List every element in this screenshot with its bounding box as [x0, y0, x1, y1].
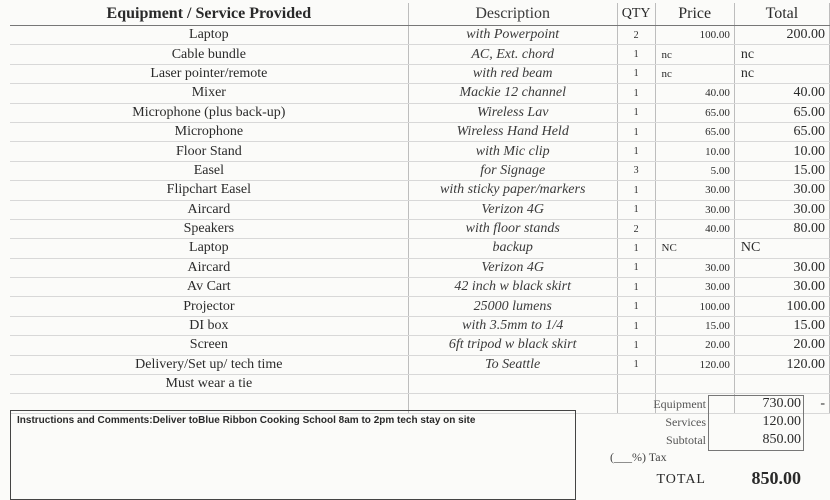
cell-qty: 1	[617, 64, 655, 83]
equipment-table	[10, 3, 830, 414]
cell-total: 40.00	[734, 84, 829, 103]
table-row	[10, 64, 830, 83]
table-row	[10, 26, 830, 45]
cell-qty: 3	[617, 161, 655, 180]
header-equipment: Equipment / Service Provided	[10, 3, 408, 26]
cell-total: 15.00	[734, 161, 829, 180]
cell-qty: 2	[617, 26, 655, 45]
cell-item: Cable bundle	[10, 45, 408, 64]
cell-item: Speakers	[10, 219, 408, 238]
cell-price: 5.00	[655, 161, 734, 180]
cell-price: 40.00	[655, 84, 734, 103]
cell-price: nc	[655, 64, 734, 83]
cell-total: 200.00	[734, 26, 829, 45]
cell-qty: 1	[617, 122, 655, 141]
table-row	[10, 278, 830, 297]
cell-total: 30.00	[734, 181, 829, 200]
cell-total: NC	[734, 239, 829, 258]
cell-qty: 1	[617, 258, 655, 277]
cell-qty: 1	[617, 278, 655, 297]
cell-qty: 1	[617, 45, 655, 64]
cell-qty: 1	[617, 239, 655, 258]
tax-label: (___%) Tax	[610, 450, 667, 464]
cell-price: 65.00	[655, 122, 734, 141]
cell-item: Microphone	[10, 122, 408, 141]
cell-description: with 3.5mm to 1/4	[408, 316, 617, 335]
cell-description	[408, 375, 617, 394]
cell-item: Screen	[10, 336, 408, 355]
cell-total: nc	[734, 45, 829, 64]
cell-description: Mackie 12 channel	[408, 84, 617, 103]
cell-price: 40.00	[655, 219, 734, 238]
table-row	[10, 142, 830, 161]
cell-total: 100.00	[734, 297, 829, 316]
cell-description: with Mic clip	[408, 142, 617, 161]
cell-qty: 1	[617, 142, 655, 161]
total-label: TOTAL	[656, 472, 706, 487]
cell-description: AC, Ext. chord	[408, 45, 617, 64]
subtotal-label: Subtotal	[665, 433, 706, 447]
table-row	[10, 200, 830, 219]
cell-item: Floor Stand	[10, 142, 408, 161]
equipment-value: 730.00	[762, 396, 801, 411]
cell-description: backup	[408, 239, 617, 258]
cell-description: with red beam	[408, 64, 617, 83]
instructions-text: Instructions and Comments:Deliver toBlue Ribbon Cooking School 8am to 2pm tech stay on site	[17, 415, 476, 426]
cell-item: Easel	[10, 161, 408, 180]
table-row	[10, 258, 830, 277]
cell-price: 30.00	[655, 278, 734, 297]
cell-item: Mixer	[10, 84, 408, 103]
instructions-box	[10, 410, 576, 500]
cell-total: 30.00	[734, 278, 829, 297]
cell-total	[734, 375, 829, 394]
cell-qty: 2	[617, 219, 655, 238]
cell-price: 120.00	[655, 355, 734, 374]
cell-total: 65.00	[734, 103, 829, 122]
cell-total: 30.00	[734, 200, 829, 219]
cell-item: Aircard	[10, 258, 408, 277]
table-row	[10, 219, 830, 238]
cell-qty: 1	[617, 316, 655, 335]
cell-description: 25000 lumens	[408, 297, 617, 316]
subtotal-value: 850.00	[762, 432, 801, 447]
cell-item: Laptop	[10, 26, 408, 45]
header-price: Price	[655, 3, 734, 26]
cell-price: 15.00	[655, 316, 734, 335]
cell-description: for Signage	[408, 161, 617, 180]
cell-price: 65.00	[655, 103, 734, 122]
cell-price: 30.00	[655, 258, 734, 277]
cell-total: -	[734, 394, 829, 413]
cell-total: nc	[734, 64, 829, 83]
cell-qty: 1	[617, 103, 655, 122]
header-description: Description	[408, 3, 617, 26]
cell-qty: 1	[617, 355, 655, 374]
cell-price: NC	[655, 239, 734, 258]
cell-price: 30.00	[655, 181, 734, 200]
cell-description: 6ft tripod w black skirt	[408, 336, 617, 355]
services-value: 120.00	[762, 414, 801, 429]
cell-total: 15.00	[734, 316, 829, 335]
cell-description: To Seattle	[408, 355, 617, 374]
cell-price: 100.00	[655, 26, 734, 45]
cell-qty: 1	[617, 181, 655, 200]
table-row	[10, 355, 830, 374]
cell-item: Flipchart Easel	[10, 181, 408, 200]
cell-item: Microphone (plus back-up)	[10, 103, 408, 122]
cell-item: Must wear a tie	[10, 375, 408, 394]
cell-description: Verizon 4G	[408, 258, 617, 277]
cell-description: Wireless Lav	[408, 103, 617, 122]
cell-price: 20.00	[655, 336, 734, 355]
cell-item: Delivery/Set up/ tech time	[10, 355, 408, 374]
cell-total: 30.00	[734, 258, 829, 277]
table-row	[10, 375, 830, 394]
table-header-row	[10, 3, 830, 26]
cell-item: Projector	[10, 297, 408, 316]
cell-price: 30.00	[655, 200, 734, 219]
services-label: Services	[665, 415, 706, 429]
cell-total: 20.00	[734, 336, 829, 355]
table-row	[10, 45, 830, 64]
cell-item: Av Cart	[10, 278, 408, 297]
cell-price: nc	[655, 45, 734, 64]
equipment-label: Equipment	[653, 397, 706, 411]
cell-item: Laser pointer/remote	[10, 64, 408, 83]
cell-qty	[617, 375, 655, 394]
table-row	[10, 181, 830, 200]
cell-description: Verizon 4G	[408, 200, 617, 219]
cell-price: 10.00	[655, 142, 734, 161]
table-row	[10, 161, 830, 180]
table-row	[10, 316, 830, 335]
cell-total: 120.00	[734, 355, 829, 374]
cell-total: 80.00	[734, 219, 829, 238]
table-row	[10, 297, 830, 316]
cell-description: with Powerpoint	[408, 26, 617, 45]
table-row	[10, 239, 830, 258]
cell-price: 100.00	[655, 297, 734, 316]
cell-total: 65.00	[734, 122, 829, 141]
total-value: 850.00	[751, 468, 801, 488]
cell-description: 42 inch w black skirt	[408, 278, 617, 297]
cell-description: Wireless Hand Held	[408, 122, 617, 141]
cell-qty: 1	[617, 84, 655, 103]
header-qty: QTY	[617, 3, 655, 26]
header-total: Total	[734, 3, 829, 26]
cell-price	[655, 375, 734, 394]
cell-qty: 1	[617, 297, 655, 316]
cell-total: 10.00	[734, 142, 829, 161]
cell-description: with floor stands	[408, 219, 617, 238]
table-row	[10, 103, 830, 122]
cell-qty: 1	[617, 336, 655, 355]
cell-item: Laptop	[10, 239, 408, 258]
cell-item: Aircard	[10, 200, 408, 219]
table-row	[10, 84, 830, 103]
cell-description: with sticky paper/markers	[408, 181, 617, 200]
cell-qty: 1	[617, 200, 655, 219]
table-row	[10, 122, 830, 141]
cell-item: DI box	[10, 316, 408, 335]
table-row	[10, 336, 830, 355]
